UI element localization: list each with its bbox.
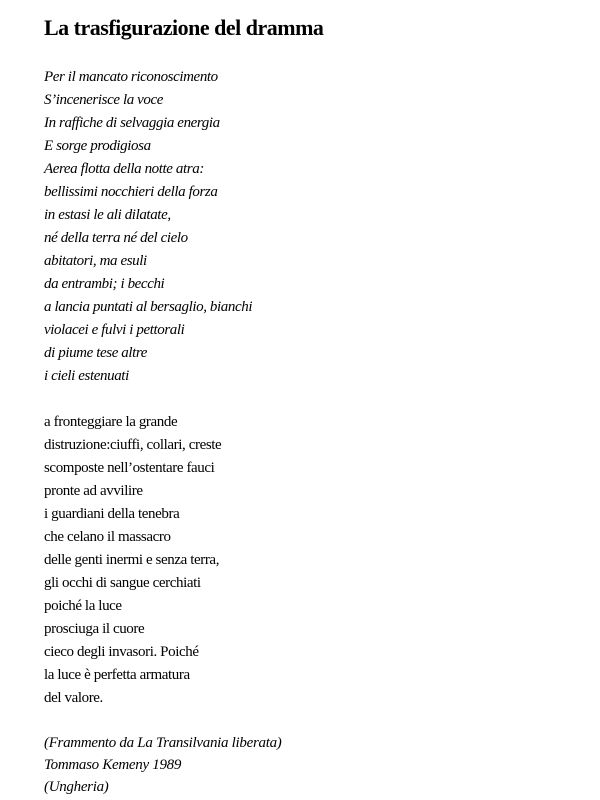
source-line: (Frammento da La Transilvania liberata) [44, 735, 282, 751]
poem-line: poiché la luce [44, 598, 122, 614]
author-line: Tommaso Kemeny 1989 [44, 757, 182, 773]
poem-line: pronte ad avvilire [44, 483, 143, 499]
poem-line: violacei e fulvi i pettorali [44, 322, 185, 338]
poem-line: che celano il massacro [44, 529, 171, 545]
poem-line: la luce è perfetta armatura [44, 667, 190, 683]
poem-line: abitatori, ma esuli [44, 253, 147, 269]
poem-title: La trasfigurazione del dramma [44, 15, 324, 40]
poem-line: i guardiani della tenebra [44, 506, 180, 522]
stanza-2 [44, 411, 580, 710]
poem-line: prosciuga il cuore [44, 621, 145, 637]
poem-line: S’incenerisce la voce [44, 92, 164, 108]
poem-line: del valore. [44, 690, 103, 706]
poem-line: In raffiche di selvaggia energia [44, 115, 220, 131]
poem-line: Aerea flotta della notte atra: [44, 161, 204, 177]
poem-line: da entrambi; i becchi [44, 276, 165, 292]
poem-line: Per il mancato riconoscimento [44, 69, 218, 85]
poem-line: bellissimi nocchieri della forza [44, 184, 218, 200]
poem-line: a fronteggiare la grande [44, 414, 178, 430]
poem-attribution [44, 732, 580, 798]
poem-page [44, 14, 580, 798]
poem-line: i cieli estenuati [44, 368, 129, 384]
poem-line: distruzione:ciuffi, collari, creste [44, 437, 222, 453]
poem-line: di piume tese altre [44, 345, 148, 361]
poem-line: cieco degli invasori. Poiché [44, 644, 199, 660]
poem-line: scomposte nell’ostentare fauci [44, 460, 215, 476]
poem-line: in estasi le ali dilatate, [44, 207, 171, 223]
poem-line: delle genti inermi e senza terra, [44, 552, 220, 568]
poem-line: né della terra né del cielo [44, 230, 188, 246]
poem-line: gli occhi di sangue cerchiati [44, 575, 201, 591]
stanza-1 [44, 66, 580, 388]
poem-line: a lancia puntati al bersaglio, bianchi [44, 299, 253, 315]
poem-line: E sorge prodigiosa [44, 138, 151, 154]
country-line: (Ungheria) [44, 779, 109, 795]
